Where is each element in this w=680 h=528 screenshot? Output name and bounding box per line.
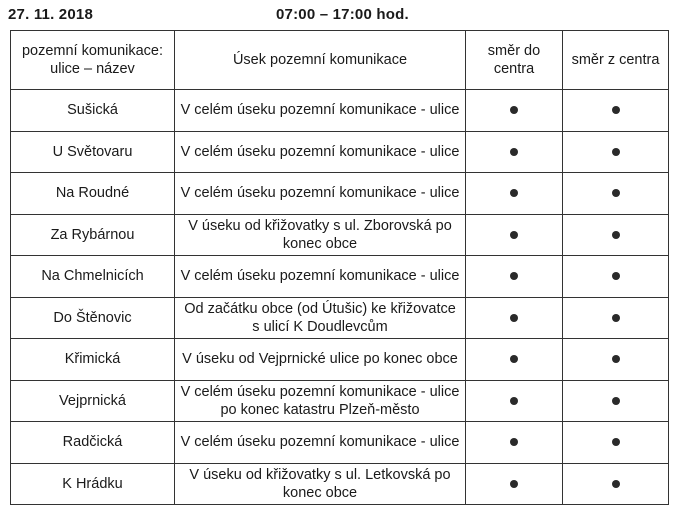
bullet-marker-icon xyxy=(612,189,620,197)
road-section-cell: V celém úseku pozemní komunikace - ulice xyxy=(175,256,466,298)
bullet-marker-icon xyxy=(612,480,620,488)
bullet-marker-icon xyxy=(612,231,620,239)
road-section-cell: V celém úseku pozemní komunikace - ulice xyxy=(175,422,466,464)
bullet-marker-icon xyxy=(612,355,620,363)
from-center-cell xyxy=(563,214,669,256)
column-header-from-center: směr z centra xyxy=(563,31,669,90)
column-header-section: Úsek pozemní komunikace xyxy=(175,31,466,90)
bullet-marker-icon xyxy=(612,106,620,114)
table-row xyxy=(11,297,669,339)
from-center-cell xyxy=(563,131,669,173)
road-closure-table xyxy=(10,30,669,505)
table-row xyxy=(11,173,669,215)
road-section-cell: V celém úseku pozemní komunikace - ulice xyxy=(175,90,466,132)
table-row xyxy=(11,131,669,173)
bullet-marker-icon xyxy=(510,231,518,239)
from-center-cell xyxy=(563,256,669,298)
street-name-cell: Na Chmelnicích xyxy=(11,256,175,298)
bullet-marker-icon xyxy=(510,314,518,322)
column-header-street: pozemní komunikace: ulice – název xyxy=(11,31,175,90)
bullet-marker-icon xyxy=(510,106,518,114)
road-section-cell: Od začátku obce (od Útušic) ke křižovatce s ulicí K Doudlevcům xyxy=(175,297,466,339)
from-center-cell xyxy=(563,380,669,422)
to-center-cell xyxy=(466,380,563,422)
to-center-cell xyxy=(466,256,563,298)
from-center-cell xyxy=(563,173,669,215)
table-row xyxy=(11,214,669,256)
to-center-cell xyxy=(466,131,563,173)
road-section-cell: V úseku od křižovatky s ul. Letkovská po konec obce xyxy=(175,463,466,505)
street-name-cell: Křimická xyxy=(11,339,175,381)
bullet-marker-icon xyxy=(612,397,620,405)
to-center-cell xyxy=(466,463,563,505)
bullet-marker-icon xyxy=(510,355,518,363)
bullet-marker-icon xyxy=(510,480,518,488)
road-section-cell: V úseku od křižovatky s ul. Zborovská po konec obce xyxy=(175,214,466,256)
table-row xyxy=(11,380,669,422)
road-section-cell: V úseku od Vejprnické ulice po konec obce xyxy=(175,339,466,381)
from-center-cell xyxy=(563,422,669,464)
from-center-cell xyxy=(563,90,669,132)
table-row xyxy=(11,90,669,132)
date-label: 27. 11. 2018 xyxy=(8,6,93,23)
bullet-marker-icon xyxy=(510,189,518,197)
street-name-cell: Sušická xyxy=(11,90,175,132)
bullet-marker-icon xyxy=(510,148,518,156)
to-center-cell xyxy=(466,173,563,215)
bullet-marker-icon xyxy=(612,314,620,322)
to-center-cell xyxy=(466,422,563,464)
to-center-cell xyxy=(466,90,563,132)
street-name-cell: Za Rybárnou xyxy=(11,214,175,256)
road-section-cell: V celém úseku pozemní komunikace - ulice xyxy=(175,173,466,215)
column-header-to-center: směr do centra xyxy=(466,31,563,90)
from-center-cell xyxy=(563,463,669,505)
bullet-marker-icon xyxy=(612,148,620,156)
bullet-marker-icon xyxy=(612,438,620,446)
table-row xyxy=(11,422,669,464)
street-name-cell: Radčická xyxy=(11,422,175,464)
road-section-cell: V celém úseku pozemní komunikace - ulice xyxy=(175,131,466,173)
bullet-marker-icon xyxy=(510,272,518,280)
to-center-cell xyxy=(466,339,563,381)
to-center-cell xyxy=(466,214,563,256)
table-row xyxy=(11,339,669,381)
table-header-row xyxy=(11,31,669,90)
street-name-cell: Vejprnická xyxy=(11,380,175,422)
from-center-cell xyxy=(563,297,669,339)
bullet-marker-icon xyxy=(510,397,518,405)
time-range-label: 07:00 – 17:00 hod. xyxy=(276,6,409,23)
bullet-marker-icon xyxy=(612,272,620,280)
street-name-cell: Do Štěnovic xyxy=(11,297,175,339)
from-center-cell xyxy=(563,339,669,381)
bullet-marker-icon xyxy=(510,438,518,446)
street-name-cell: Na Roudné xyxy=(11,173,175,215)
street-name-cell: K Hrádku xyxy=(11,463,175,505)
road-section-cell: V celém úseku pozemní komunikace - ulice po konec katastru Plzeň-město xyxy=(175,380,466,422)
table-row xyxy=(11,463,669,505)
table-row xyxy=(11,256,669,298)
to-center-cell xyxy=(466,297,563,339)
street-name-cell: U Světovaru xyxy=(11,131,175,173)
